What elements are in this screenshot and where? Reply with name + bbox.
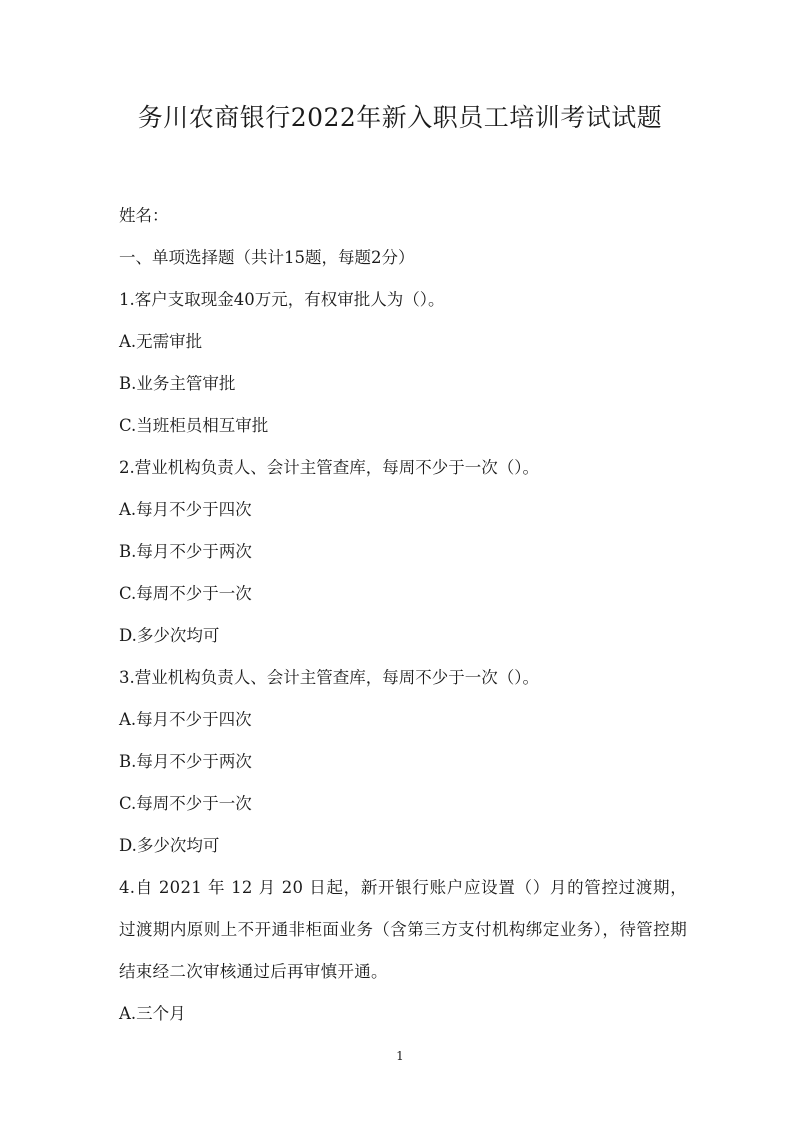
question-option: D.多少次均可 <box>119 836 220 855</box>
question-option: B.每月不少于两次 <box>119 542 252 561</box>
page-number: 1 <box>396 1049 404 1063</box>
document-title: 务川农商银行2022年新入职员工培训考试试题 <box>137 103 663 132</box>
question-option: C.每周不少于一次 <box>119 584 252 603</box>
question-option: A.无需审批 <box>119 332 203 351</box>
question-option: A.三个月 <box>119 1004 186 1023</box>
question-stem: 1.客户支取现金40万元，有权审批人为（）。 <box>119 290 445 309</box>
question-option: C.每周不少于一次 <box>119 794 252 813</box>
question-option: C.当班柜员相互审批 <box>119 416 269 435</box>
question-stem: 3.营业机构负责人、会计主管查库，每周不少于一次（）。 <box>119 668 539 687</box>
question-option: B.业务主管审批 <box>119 374 236 393</box>
question-option: B.每月不少于两次 <box>119 752 252 771</box>
question-stem: 2.营业机构负责人、会计主管查库，每周不少于一次（）。 <box>119 458 539 477</box>
name-label: 姓名： <box>119 206 169 225</box>
question-option: A.每月不少于四次 <box>119 500 252 519</box>
question-option: A.每月不少于四次 <box>119 710 252 729</box>
question-option: D.多少次均可 <box>119 626 220 645</box>
question-stem: 4.自 2021 年 12 月 20 日起，新开银行账户应设置（）月的管控过渡期，过渡期内原则上不开通非柜面业务（含第三方支付机构绑定业务），待管控期结束经二次审核通过后再审慎开通。 <box>119 878 687 981</box>
section-heading: 一、单项选择题（共计15题，每题2分） <box>119 248 415 267</box>
document-body <box>119 195 687 1035</box>
